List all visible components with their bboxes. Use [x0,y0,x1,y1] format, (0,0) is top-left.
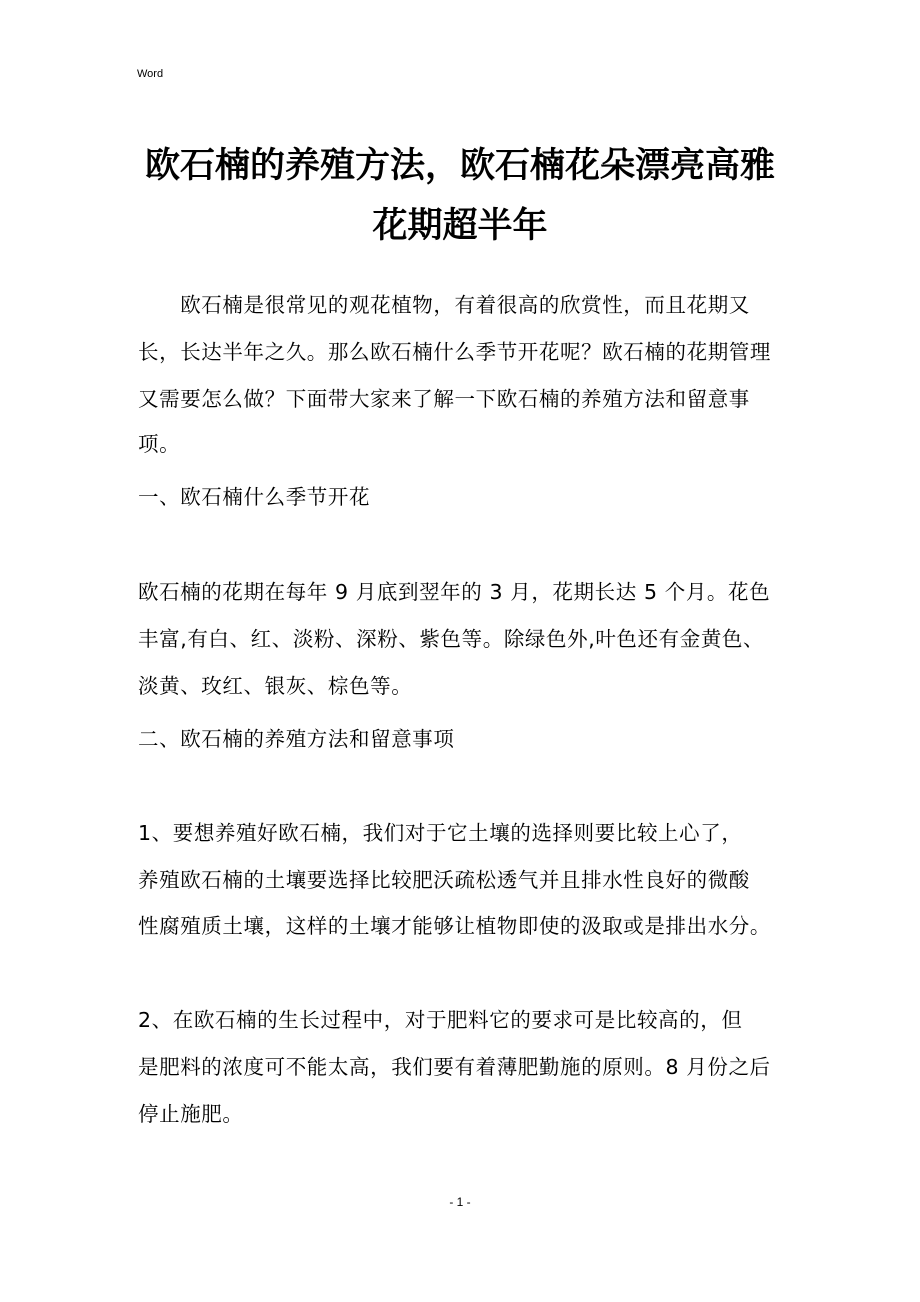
document-title-line-2: 花期超半年 [372,206,548,246]
paragraph-bloom-line: 丰富,有白、红、淡粉、深粉、紫色等。除绿色外,叶色还有金黄色、 [138,627,765,651]
header-label: Word [137,68,164,80]
paragraph-soil-line: 1、要想养殖好欧石楠，我们对于它土壤的选择则要比较上心了， [138,821,743,845]
section-heading-2: 二、欧石楠的养殖方法和留意事项 [138,727,455,751]
document-title-line-1: 欧石楠的养殖方法，欧石楠花朵漂亮高雅 [144,146,775,186]
paragraph-fertilizer-line: 是肥料的浓度可不能太高，我们要有着薄肥勤施的原则。8 月份之后 [138,1055,771,1079]
paragraph-intro-line: 项。 [138,432,181,456]
paragraph-intro-line: 长，长达半年之久。那么欧石楠什么季节开花呢？欧石楠的花期管理 [138,340,771,364]
paragraph-fertilizer-line: 2、在欧石楠的生长过程中，对于肥料它的要求可是比较高的，但 [138,1008,743,1032]
paragraph-intro-line: 欧石楠是很常见的观花植物，有着很高的欣赏性，而且花期又 [138,293,750,317]
paragraph-intro-line: 又需要怎么做？下面带大家来了解一下欧石楠的养殖方法和留意事 [138,387,750,411]
paragraph-bloom-line: 淡黄、玫红、银灰、棕色等。 [138,674,413,698]
page-number: - 1 - [449,1195,471,1209]
section-heading-1: 一、欧石楠什么季节开花 [138,485,371,509]
paragraph-bloom-line: 欧石楠的花期在每年 9 月底到翌年的 3 月，花期长达 5 个月。花色 [138,580,771,604]
paragraph-soil-line: 性腐殖质土壤，这样的土壤才能够让植物即使的汲取或是排出水分。 [138,914,771,938]
paragraph-fertilizer-line: 停止施肥。 [138,1102,244,1126]
paragraph-soil-line: 养殖欧石楠的土壤要选择比较肥沃疏松透气并且排水性良好的微酸 [138,868,750,892]
